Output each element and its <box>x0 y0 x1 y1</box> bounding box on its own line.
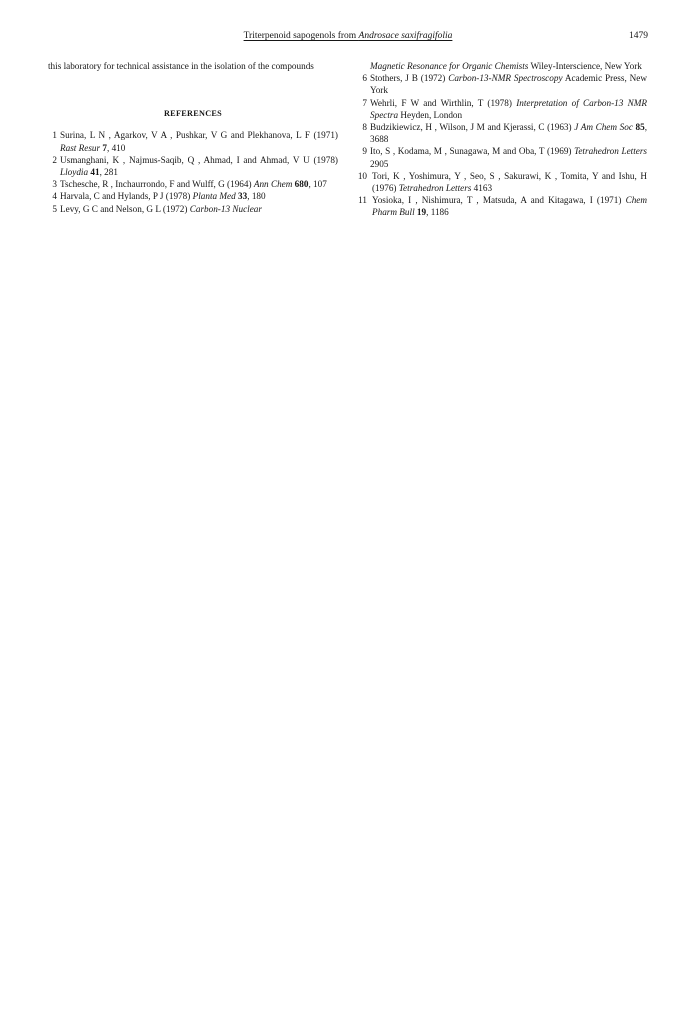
reference-publisher: Wiley-Interscience, New York <box>528 61 642 71</box>
reference-number: 7 <box>362 97 367 108</box>
reference-pages: , 281 <box>99 167 118 178</box>
reference-publisher: Academic Press, New York <box>370 73 648 96</box>
reference-item <box>358 121 647 145</box>
reference-item <box>48 178 338 190</box>
reference-authors: Budzikiewicz, H , Wilson, J M and Kjerassi, C (1963) <box>370 122 575 133</box>
reference-publisher: Heyden, London <box>398 109 463 120</box>
reference-volume: 33 <box>238 191 248 202</box>
reference-number: 2 <box>52 154 57 165</box>
reference-journal: Tetrahedron Letters <box>398 183 472 194</box>
reference-item <box>48 203 338 215</box>
reference-authors: Surina, L N , Agarkov, V A , Pushkar, V G and Plekhanova, L F (1971) <box>60 130 338 141</box>
reference-item <box>48 129 338 153</box>
reference-title: Carbon-13-NMR Spectroscopy <box>448 73 563 84</box>
reference-journal: Tetrahedron Letters <box>574 146 647 157</box>
reference-number: 3 <box>52 179 57 190</box>
reference-pages: , 1186 <box>426 207 449 218</box>
running-title <box>48 29 648 43</box>
reference-pages: , 180 <box>247 191 266 202</box>
reference-number: 8 <box>362 122 367 133</box>
reference-number: 4 <box>52 191 57 202</box>
reference-item <box>358 145 647 169</box>
reference-pages: 2905 <box>370 158 389 169</box>
reference-number: 10 <box>357 170 367 181</box>
running-title-text: Triterpenoid sapogenols from <box>243 31 359 41</box>
reference-authors: Tschesche, R , Inchaurrondo, F and Wulff, G (1964) <box>60 179 254 190</box>
left-column <box>48 60 338 215</box>
reference-journal: Planta Med <box>192 191 236 202</box>
reference-authors: Wehrli, F W and Wirthlin, T (1978) <box>370 97 517 108</box>
reference-authors: Stothers, J B (1972) <box>370 73 449 84</box>
reference-volume: 680 <box>294 179 309 190</box>
reference-authors: Tori, K , Yoshimura, Y , Seo, S , Sakurawi, K , Tomita, Y and Ishu, H (1976) <box>372 170 647 194</box>
acknowledgement-paragraph: this laboratory for technical assistance in the isolation of the compounds <box>48 61 314 71</box>
reference-journal: Chem Pharm Bull <box>372 195 647 218</box>
reference-title: Interpretation of Carbon-13 NMR Spectra <box>370 97 647 120</box>
reference-journal: Rast Resur <box>60 142 101 153</box>
page-number: 1479 <box>629 31 648 41</box>
reference-title: Magnetic Resonance for Organic Chemists <box>370 61 529 71</box>
reference-pages: 4163 <box>471 183 493 194</box>
reference-pages: , 410 <box>106 142 126 153</box>
references-heading: REFERENCES <box>163 109 223 119</box>
reference-authors: Harvala, C and Hylands, P J (1978) <box>60 191 193 202</box>
running-header <box>48 29 648 43</box>
reference-item <box>358 72 647 96</box>
reference-number: 11 <box>358 195 367 206</box>
right-column <box>358 60 647 219</box>
reference-pages: , 107 <box>308 179 327 190</box>
reference-title: Carbon-13 Nuclear <box>189 203 262 214</box>
reference-authors: Yosioka, I , Nishimura, T , Matsuda, A and Kitagawa, I (1971) <box>372 195 626 206</box>
reference-number: 1 <box>52 130 57 141</box>
reference-volume: 41 <box>90 167 100 178</box>
reference-pages: , 3688 <box>370 122 648 145</box>
reference-journal: J Am Chem Soc <box>574 122 633 133</box>
reference-authors: Usmanghani, K , Najmus-Saqib, Q , Ahmad, I and Ahmad, V U (1978) <box>60 154 338 165</box>
reference-item <box>358 170 647 194</box>
reference-volume: 85 <box>635 122 645 133</box>
reference-number: 5 <box>52 203 57 214</box>
reference-number: 9 <box>362 146 367 157</box>
reference-item <box>48 190 338 202</box>
reference-item <box>48 154 338 178</box>
reference-journal: Ann Chem <box>253 179 293 190</box>
reference-item <box>358 97 647 121</box>
reference-continuation <box>358 60 647 72</box>
reference-volume: 7 <box>102 142 107 153</box>
reference-authors: Ito, S , Kodama, M , Sunagawa, M and Oba, T (1969) <box>370 146 575 157</box>
reference-item <box>358 194 647 218</box>
reference-journal: Lloydia <box>60 167 89 178</box>
running-title-species: Androsace saxifragifolia <box>358 31 453 41</box>
reference-authors: Levy, G C and Nelson, G L (1972) <box>60 203 190 214</box>
reference-number: 6 <box>362 73 367 84</box>
reference-volume: 19 <box>416 207 427 218</box>
